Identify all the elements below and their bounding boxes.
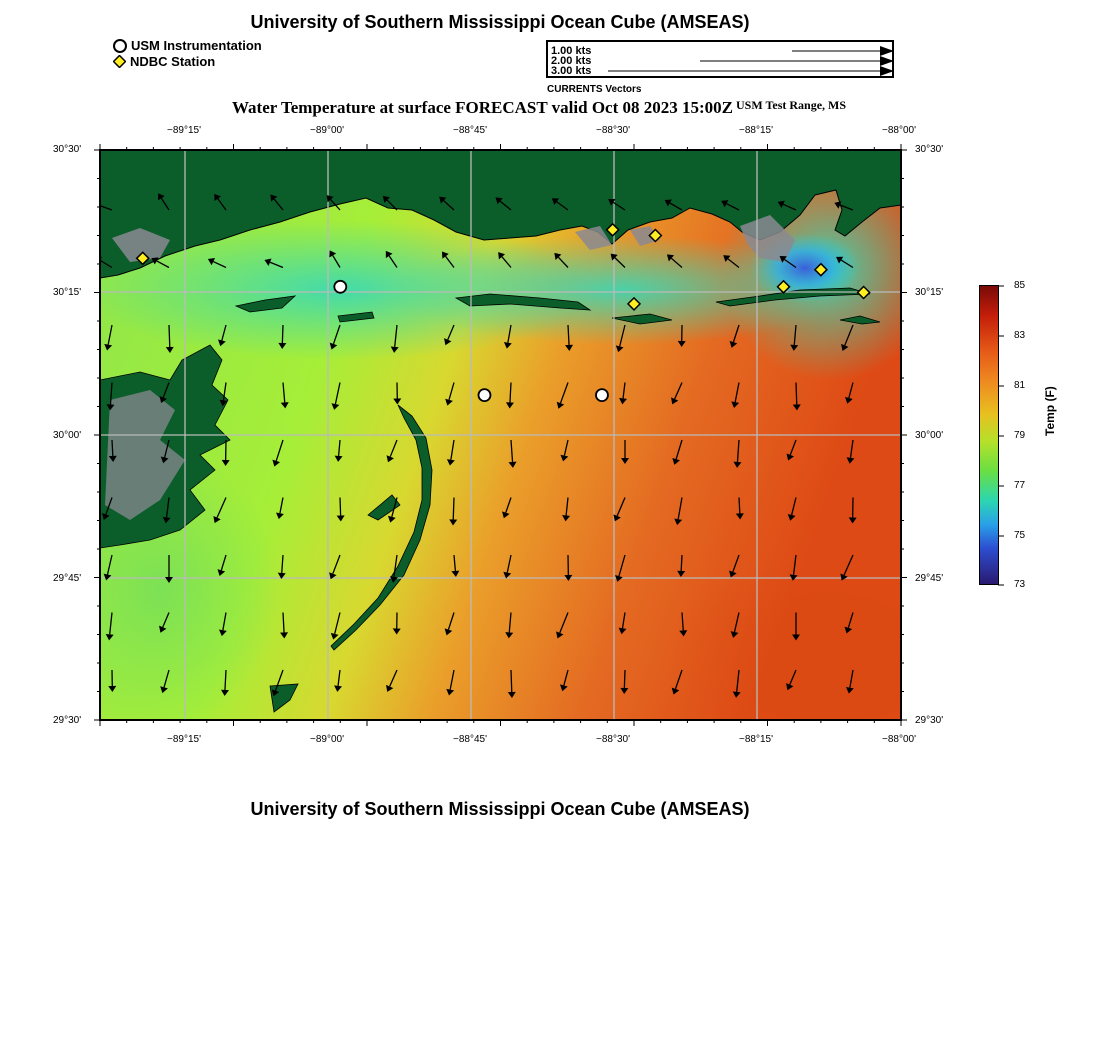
usm-station-0[interactable]	[334, 281, 346, 293]
colorbar-label: Temp (F)	[1043, 386, 1057, 436]
x-tick-bottom-5: −88°15'	[739, 734, 773, 745]
x-tick-top-3: −88°45'	[453, 125, 487, 136]
colorbar-tick-81: 81	[1014, 380, 1026, 391]
usm-station-2[interactable]	[596, 389, 608, 401]
y-tick-right-4: 29°45'	[915, 573, 944, 584]
y-tick-left-4: 29°45'	[53, 573, 82, 584]
y-tick-right-3: 30°00'	[915, 430, 944, 441]
x-tick-top-5: −88°15'	[739, 125, 773, 136]
legend-usm-label: USM Instrumentation	[131, 38, 262, 53]
plot-title-range: USM Test Range, MS	[736, 98, 847, 112]
colorbar-tick-75: 75	[1014, 530, 1026, 541]
vector-key-label-2: 2.00 kts	[551, 55, 592, 67]
y-tick-left-3: 30°00'	[53, 430, 82, 441]
colorbar-tick-85: 85	[1014, 280, 1026, 291]
x-tick-bottom-6: −88°00'	[882, 734, 916, 745]
main-title: University of Southern Mississippi Ocean Cube (AMSEAS)	[250, 12, 750, 32]
bottom-title: University of Southern Mississippi Ocean Cube (AMSEAS)	[250, 799, 750, 819]
colorbar-tick-79: 79	[1014, 430, 1026, 441]
y-tick-right-2: 30°15'	[915, 287, 944, 298]
x-tick-top-6: −88°00'	[882, 125, 916, 136]
y-tick-right-5: 29°30'	[915, 715, 944, 726]
vector-key-label-1: 1.00 kts	[551, 45, 592, 57]
plot-title-main: Water Temperature at surface FORECAST valid Oct 08 2023 15:00Z	[232, 98, 734, 117]
colorbar-ticks	[998, 285, 1006, 587]
colorbar-tick-77: 77	[1014, 480, 1026, 491]
x-tick-bottom-4: −88°30'	[596, 734, 630, 745]
x-tick-bottom-2: −89°00'	[310, 734, 344, 745]
y-tick-left-1: 30°30'	[53, 144, 82, 155]
temperature-colorbar	[979, 285, 999, 585]
x-tick-top-2: −89°00'	[310, 125, 344, 136]
x-tick-bottom-1: −89°15'	[167, 734, 201, 745]
map-field	[40, 150, 990, 770]
legend-ndbc-label: NDBC Station	[130, 54, 216, 69]
vector-key-caption: CURRENTS Vectors	[547, 84, 642, 95]
y-tick-left-2: 30°15'	[53, 287, 82, 298]
colorbar-tick-73: 73	[1014, 579, 1026, 590]
x-tick-top-1: −89°15'	[167, 125, 201, 136]
y-tick-right-1: 30°30'	[915, 144, 944, 155]
colorbar-tick-83: 83	[1014, 330, 1026, 341]
x-tick-top-4: −88°30'	[596, 125, 630, 136]
vector-key-label-3: 3.00 kts	[551, 65, 592, 77]
y-tick-left-5: 29°30'	[53, 715, 82, 726]
usm-station-1[interactable]	[478, 389, 490, 401]
x-tick-bottom-3: −88°45'	[453, 734, 487, 745]
